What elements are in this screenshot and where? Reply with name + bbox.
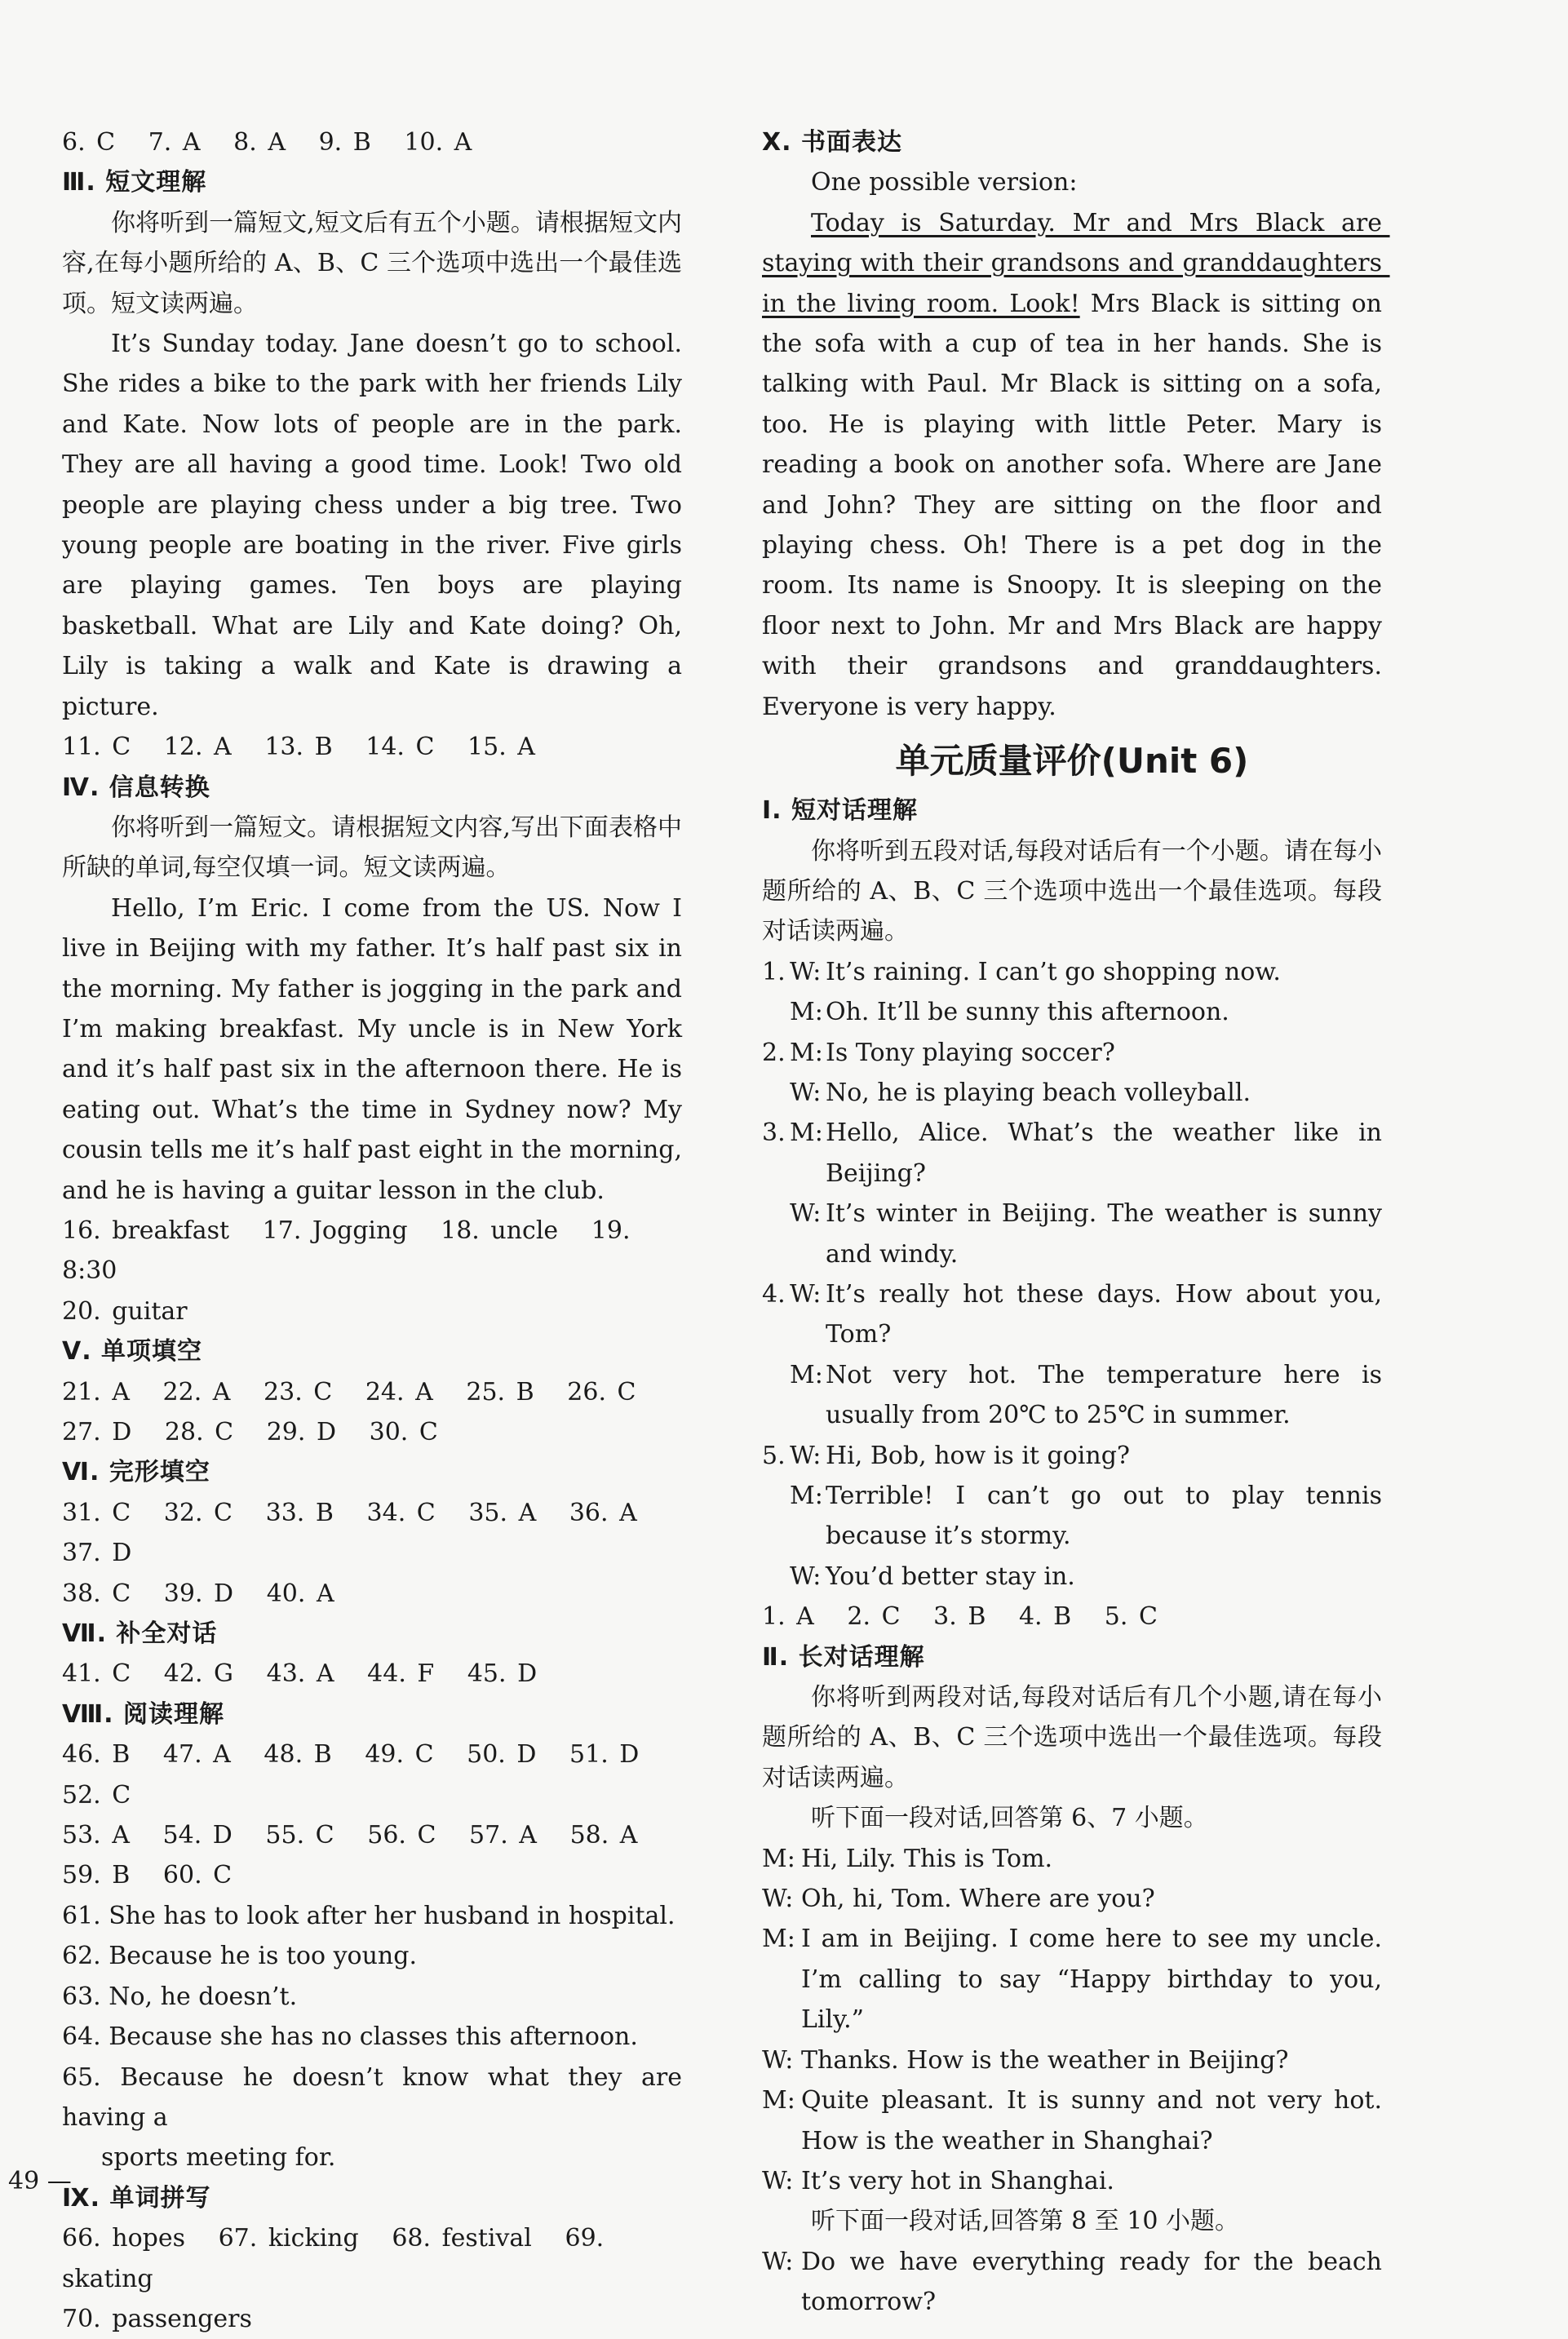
dialogue-line <box>762 1113 1390 1194</box>
answers-6-10: 6. C 7. A 8. A 9. B 10. A <box>62 128 472 157</box>
section-3-instructions: 你将听到一篇短文,短文后有五个小题。请根据短文内容,在每小题所给的 A、B、C 三个选项中选出一个最佳选项。短文读两遍。 <box>62 208 682 318</box>
answers-20: 20. guitar <box>62 1296 188 1326</box>
utterance: Hi, Lily. This is Tom. <box>801 1844 1053 1873</box>
speaker: M: <box>762 2086 795 2115</box>
answer-65-cont: sports meeting for. <box>101 2143 336 2173</box>
item-number <box>762 1355 790 1436</box>
answers-16-19: 16. breakfast 17. Jogging 18. uncle 19. 8:30 <box>62 1216 642 1286</box>
speaker: M: <box>790 1038 823 1067</box>
short-dialogues <box>762 952 1390 1597</box>
dialogue-line <box>762 1194 1390 1274</box>
answers-66-69: 66. hopes 67. kicking 68. festival 69. skating <box>62 2224 615 2293</box>
version-label: One possible version: <box>811 168 1078 197</box>
dialogue-line <box>762 1879 1382 1919</box>
answer-64: 64. Because she has no classes this afternoon. <box>62 2022 638 2052</box>
answers-53-58: 53. A 54. D 55. C 56. C 57. A 58. A <box>62 1821 638 1850</box>
dialogue-line <box>762 2080 1382 2161</box>
utterance: I am in Beijing. I come here to see my uncle. I’m calling to say “Happy birthday to you, Lily.” <box>801 1925 1382 2035</box>
right-column <box>762 122 1390 2323</box>
answer-65: 65. Because he doesn’t know what they are having a <box>62 2062 690 2132</box>
dialogue-2-intro: 听下面一段对话,回答第 8 至 10 小题。 <box>811 2207 1239 2236</box>
speaker: W: <box>790 1279 822 1309</box>
item-number <box>762 1194 790 1274</box>
answers-27-30: 27. D 28. C 29. D 30. C <box>62 1418 438 1446</box>
dialogue-line <box>762 952 1382 992</box>
dialogue-line <box>762 1476 1390 1557</box>
essay-rest: Mrs Black is sitting on the sofa with a cup of tea in her hands. She is talking with Paul. Mr Black is sitting on a sofa, too. He is playing with little Peter. Mary is reading a book on another sofa. Where are Jane and John? They are sitting on the floor and playing chess. Oh! There is a pet dog in the room. Its name is Snoopy. It is sleeping on the floor next to John. Mr and Mrs Black are happy with their grandsons and granddaughters. Everyone is very happy. <box>762 289 1390 721</box>
section-3-passage: It’s Sunday today. Jane doesn’t go to school. She rides a bike to the park with her friends Lily and Kate. Now lots of people are in the park. They are all having a good time. Look! Two old people are playing chess under a big tree. Two young people are boating in the river. Five girls are playing games. Ten boys are playing basketball. What are Lily and Kate doing? Oh, Lily is taking a walk and Kate is drawing a picture. <box>62 330 690 721</box>
dialogue-line <box>762 2040 1382 2080</box>
left-column <box>62 122 690 2339</box>
utterance: Hello, Alice. What’s the weather like in Beijing? <box>826 1119 1390 1188</box>
section-5-heading: Ⅴ. 单项填空 <box>62 1337 203 1367</box>
answers-21-26: 21. A 22. A 23. C 24. A 25. B 26. C <box>62 1377 636 1407</box>
item-number <box>762 1476 790 1557</box>
utterance: It’s really hot these days. How about you, Tom? <box>826 1279 1390 1349</box>
answer-61: 61. She has to look after her husband in hospital. <box>62 1901 675 1930</box>
model-essay <box>762 203 1390 727</box>
speaker: W: <box>762 2045 794 2075</box>
speaker: W: <box>790 1562 822 1591</box>
speaker: M: <box>790 1360 823 1389</box>
utterance: It’s raining. I can’t go shopping now. <box>826 957 1281 986</box>
utterance: Oh. It’ll be sunny this afternoon. <box>826 998 1229 1027</box>
essay-underlined-part: Today is Saturday. Mr and Mrs Black are staying with their grandsons and granddaughters in the living room. Look! <box>762 208 1390 318</box>
utterance: It’s very hot in Shanghai. <box>801 2166 1114 2195</box>
speaker: W: <box>790 1199 822 1229</box>
utterance: Hi, Bob, how is it going? <box>826 1441 1130 1470</box>
dialogue-line <box>762 1839 1382 1879</box>
long-dialogue-1 <box>762 1839 1382 2202</box>
section-1-heading: Ⅰ. 短对话理解 <box>762 796 919 826</box>
speaker: W: <box>790 1441 822 1470</box>
speaker: W: <box>790 957 822 986</box>
item-number <box>762 992 790 1032</box>
dialogue-line <box>762 1355 1390 1436</box>
long-dialogue-2 <box>762 2242 1382 2323</box>
item-number: 2. <box>762 1038 786 1067</box>
dialogue-line <box>762 1073 1382 1113</box>
section-2-instructions: 你将听到两段对话,每段对话后有几个小题,请在每小题所给的 A、B、C 三个选项中选出一个最佳选项。每段对话读两遍。 <box>762 1683 1382 1792</box>
item-number: 5. <box>762 1441 786 1470</box>
dialogue-line <box>762 1274 1390 1355</box>
utterance: Do we have everything ready for the beach tomorrow? <box>801 2247 1382 2317</box>
unit-title: 单元质量评价(Unit 6) <box>895 741 1249 782</box>
utterance: Quite pleasant. It is sunny and not very hot. How is the weather in Shanghai? <box>801 2086 1382 2155</box>
item-number <box>762 1073 790 1113</box>
dialogue-line <box>762 1436 1382 1476</box>
dialogue-line <box>762 1919 1382 2040</box>
speaker: W: <box>762 1885 794 1914</box>
section-10-heading: Ⅹ. 书面表达 <box>762 128 902 157</box>
section-1-instructions: 你将听到五段对话,每段对话后有一个小题。请在每小题所给的 A、B、C 三个选项中选出一个最佳选项。每段对话读两遍。 <box>762 836 1382 946</box>
section-4-instructions: 你将听到一篇短文。请根据短文内容,写出下面表格中所缺的单词,每空仅填一词。短文读两遍。 <box>62 813 682 883</box>
utterance: Oh, hi, Tom. Where are you? <box>801 1885 1155 1914</box>
dialogue-1-intro: 听下面一段对话,回答第 6、7 小题。 <box>811 1804 1208 1833</box>
item-number: 1. <box>762 957 786 986</box>
answers-46-52: 46. B 47. A 48. B 49. C 50. D 51. D 52. C <box>62 1740 672 1810</box>
utterance: Is Tony playing soccer? <box>826 1038 1115 1067</box>
page-number: 49 — <box>8 2167 72 2195</box>
section-4-heading: Ⅳ. 信息转换 <box>62 773 210 802</box>
section-2-heading: Ⅱ. 长对话理解 <box>762 1642 925 1672</box>
section-7-heading: Ⅶ. 补全对话 <box>62 1619 218 1649</box>
answers-1-5: 1. A 2. C 3. B 4. B 5. C <box>762 1602 1158 1632</box>
answers-38-40: 38. C 39. D 40. A <box>62 1579 334 1608</box>
dialogue-line <box>762 992 1382 1032</box>
dialogue-line <box>762 2161 1382 2201</box>
section-8-heading: Ⅷ. 阅读理解 <box>62 1699 225 1729</box>
utterance: Thanks. How is the weather in Beijing? <box>801 2045 1289 2075</box>
utterance: Not very hot. The temperature here is usually from 20℃ to 25℃ in summer. <box>826 1360 1390 1430</box>
utterance: Terrible! I can’t go out to play tennis because it’s stormy. <box>826 1482 1390 1551</box>
dialogue-line <box>762 2242 1382 2323</box>
answer-62: 62. Because he is too young. <box>62 1942 417 1971</box>
answers-59-60: 59. B 60. C <box>62 1861 233 1890</box>
utterance: No, he is playing beach volleyball. <box>826 1078 1251 1107</box>
item-number <box>762 1557 790 1597</box>
section-9-heading: Ⅸ. 单词拼写 <box>62 2183 211 2213</box>
answers-11-15: 11. C 12. A 13. B 14. C 15. A <box>62 733 535 762</box>
speaker: M: <box>762 1844 795 1873</box>
utterance: You’d better stay in. <box>826 1562 1075 1591</box>
speaker: M: <box>790 1119 823 1148</box>
speaker: M: <box>790 1482 823 1510</box>
utterance: It’s winter in Beijing. The weather is sunny and windy. <box>826 1199 1390 1269</box>
item-number: 4. <box>762 1279 786 1309</box>
dialogue-line <box>762 1033 1382 1073</box>
speaker: W: <box>762 2247 794 2276</box>
dialogue-line <box>762 1557 1382 1597</box>
speaker: W: <box>762 2166 794 2195</box>
answers-70: 70. passengers <box>62 2304 252 2333</box>
speaker: M: <box>790 998 823 1027</box>
section-3-heading: Ⅲ. 短文理解 <box>62 168 207 197</box>
speaker: W: <box>790 1078 822 1107</box>
answers-31-37: 31. C 32. C 33. B 34. C 35. A 36. A 37. D <box>62 1498 671 1568</box>
answer-63: 63. No, he doesn’t. <box>62 1982 298 2011</box>
section-4-passage: Hello, I’m Eric. I come from the US. Now I live in Beijing with my father. It’s half past six in the morning. My father is jogging in the park and I’m making breakfast. My uncle is in New York and it’s half past six in the afternoon there. He is eating out. What’s the time in Sydney now? My cousin tells me it’s half past eight in the morning, and he is having a guitar lesson in the club. <box>62 893 690 1205</box>
speaker: M: <box>762 1925 795 1954</box>
item-number: 3. <box>762 1119 786 1148</box>
section-6-heading: Ⅵ. 完形填空 <box>62 1458 210 1487</box>
answers-41-45: 41. C 42. G 43. A 44. F 45. D <box>62 1659 538 1689</box>
